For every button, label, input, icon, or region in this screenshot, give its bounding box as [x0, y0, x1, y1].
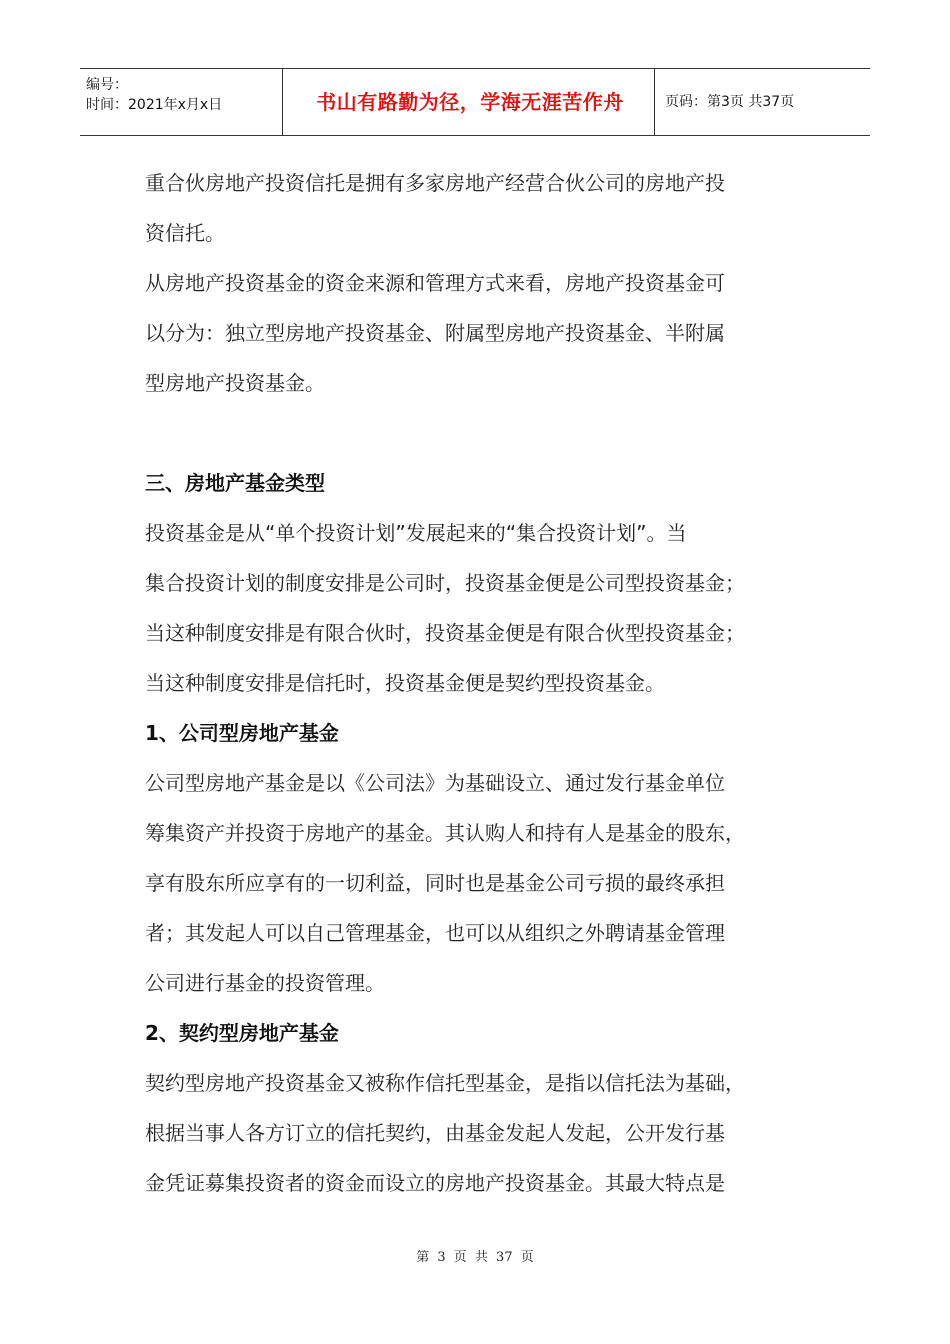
paragraph-continuation: [145, 158, 825, 258]
paragraph-corporate-fund: [145, 758, 825, 1008]
text-line: 公司进行基金的投资管理。: [145, 971, 385, 995]
header-motto: 书山有路勤为径，学海无涯苦作舟: [316, 90, 624, 114]
header-divider-right: [654, 69, 655, 135]
page-header: [80, 68, 870, 136]
text-line: 资信托。: [145, 221, 225, 245]
text-line: 当这种制度安排是有限合伙时，投资基金便是有限合伙型投资基金；: [145, 621, 745, 645]
header-divider-left: [282, 69, 283, 135]
paragraph-fund-source: [145, 258, 825, 408]
text-line: 重合伙房地产投资信托是拥有多家房地产经营合伙公司的房地产投: [145, 171, 725, 195]
spacer: [145, 408, 825, 458]
text-line: 根据当事人各方订立的信托契约，由基金发起人发起，公开发行基: [145, 1121, 725, 1145]
text-line: 以分为：独立型房地产投资基金、附属型房地产投资基金、半附属: [145, 321, 725, 345]
page-footer: 第 3 页 共 37 页: [416, 1250, 534, 1265]
paragraph-fund-types: [145, 508, 825, 708]
text-line: 契约型房地产投资基金又被称作信托型基金，是指以信托法为基础，: [145, 1071, 745, 1095]
text-line: 投资基金是从“单个投资计划”发展起来的“集合投资计划”。当: [145, 521, 687, 545]
text-line: 筹集资产并投资于房地产的基金。其认购人和持有人是基金的股东，: [145, 821, 745, 845]
header-meta: [86, 75, 222, 115]
header-page-info: 页码：第3页 共37页: [665, 94, 795, 110]
text-line: 享有股东所应享有的一切利益，同时也是基金公司亏损的最终承担: [145, 871, 725, 895]
doc-time-label: 时间：2021年x月x日: [86, 97, 223, 113]
subsection-heading-2: 2、契约型房地产基金: [145, 1021, 339, 1045]
text-line: 者；其发起人可以自己管理基金，也可以从组织之外聘请基金管理: [145, 921, 725, 945]
text-line: 当这种制度安排是信托时，投资基金便是契约型投资基金。: [145, 671, 665, 695]
subsection-heading-1: 1、公司型房地产基金: [145, 721, 339, 745]
paragraph-contract-fund: [145, 1058, 825, 1208]
text-line: 公司型房地产基金是以《公司法》为基础设立、通过发行基金单位: [145, 771, 725, 795]
text-line: 从房地产投资基金的资金来源和管理方式来看，房地产投资基金可: [145, 271, 725, 295]
document-body: [145, 158, 825, 1208]
doc-code-label: 编号：: [86, 77, 128, 93]
text-line: 型房地产投资基金。: [145, 371, 325, 395]
text-line: 金凭证募集投资者的资金而设立的房地产投资基金。其最大特点是: [145, 1171, 725, 1195]
section-heading-3: 三、房地产基金类型: [145, 471, 325, 495]
text-line: 集合投资计划的制度安排是公司时，投资基金便是公司型投资基金；: [145, 571, 745, 595]
